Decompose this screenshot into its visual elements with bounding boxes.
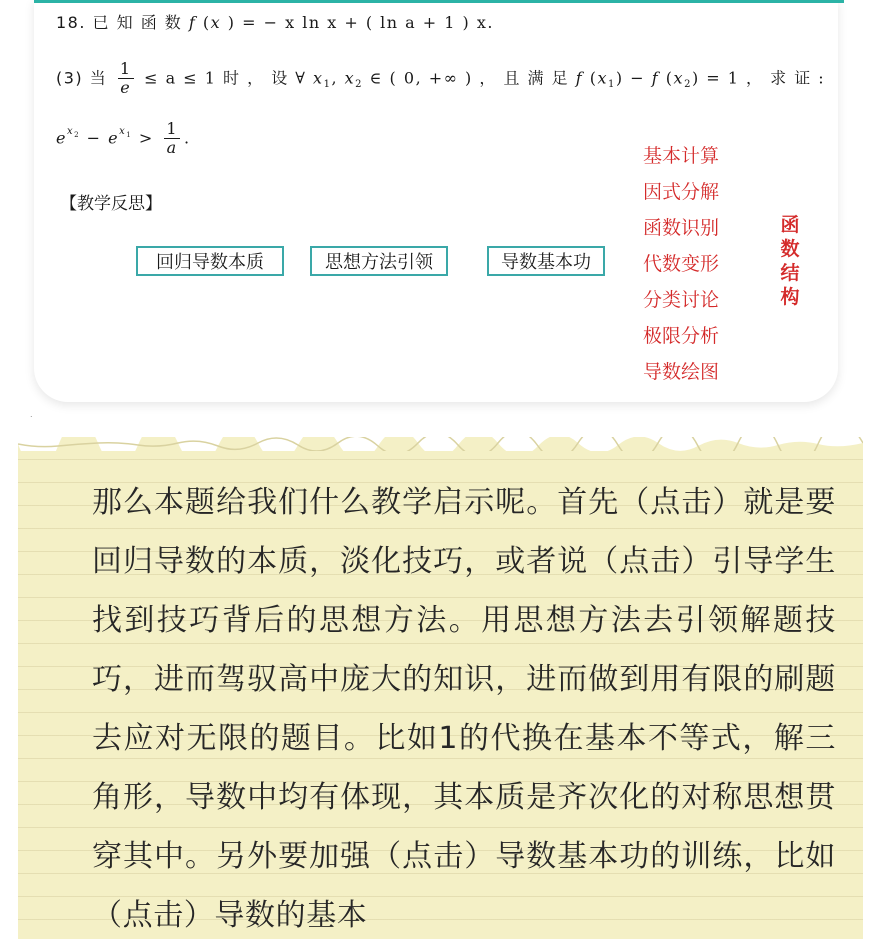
skill-item: 分类讨论	[643, 289, 720, 311]
problem-part-3: (3) 当 $\frac{1}{e}$ ≤ a ≤ 1 时 ， 设 ∀ $x_1$, $x_2$ ∈ ( 0, +∞ ) ， 且 满 足 f $(x_1) - f$ $(x_2) = 1$ ， 求 证 :	[56, 59, 826, 98]
skill-item: 因式分解	[643, 181, 720, 203]
function-variable: x	[210, 13, 222, 32]
problem-statement: 18. 已 知 函 数 f (x ) = − x ln x + ( ln a + 1 ) x.	[56, 13, 494, 32]
condition-c: = 1 ， 求 证 :	[706, 68, 826, 88]
problem-intro: 已 知 函 数	[92, 13, 183, 32]
function-formula: ) = − x ln x + ( ln a + 1 ) x.	[227, 13, 494, 32]
function-structure-label: 函数结构	[780, 214, 800, 308]
condition-a: ≤ a ≤ 1 时 ， 设 ∀	[144, 68, 307, 88]
skill-item: 基本计算	[643, 145, 720, 167]
problem-conclusion: $e^{x2} - e^{x1}$ > $\frac{1}{a}$ .	[56, 119, 191, 158]
skill-item: 导数绘图	[643, 361, 720, 383]
skill-item: 极限分析	[643, 325, 720, 347]
torn-edge-icon	[18, 437, 863, 451]
fraction-1-over-e: $\frac{1}{e}$	[119, 59, 132, 98]
part-label: (3) 当	[56, 68, 108, 88]
slide-top-bar	[34, 0, 844, 3]
stray-mark: .	[30, 410, 33, 419]
button-thinking-method-guide[interactable]: 思想方法引领	[310, 246, 448, 276]
note-paper	[18, 437, 863, 939]
button-return-derivative-essence[interactable]: 回归导数本质	[136, 246, 284, 276]
skill-item: 代数变形	[643, 253, 720, 275]
fraction-1-over-a: $\frac{1}{a}$	[166, 119, 179, 158]
problem-number: 18.	[56, 13, 86, 32]
reflection-title: 【教学反思】	[60, 194, 162, 214]
function-name: f	[188, 13, 197, 32]
button-derivative-basics[interactable]: 导数基本功	[487, 246, 605, 276]
condition-b: ∈ ( 0, +∞ ) ， 且 满 足	[369, 68, 570, 88]
skill-list	[643, 141, 719, 393]
note-text: 那么本题给我们什么教学启示呢。首先（点击）就是要回归导数的本质，淡化技巧，或者说（点击）引导学生找到技巧背后的思想方法。用思想方法去引领解题技巧，进而驾驭高中庞大的知识，进而做到用有限的刷题去应对无限的题目。比如1的代换在基本不等式，解三角形，导数中均有体现，其本质是齐次化的对称思想贯穿其中。另外要加强（点击）导数基本功的训练，比如（点击）导数的基本	[92, 485, 836, 933]
skill-item: 函数识别	[643, 217, 720, 239]
